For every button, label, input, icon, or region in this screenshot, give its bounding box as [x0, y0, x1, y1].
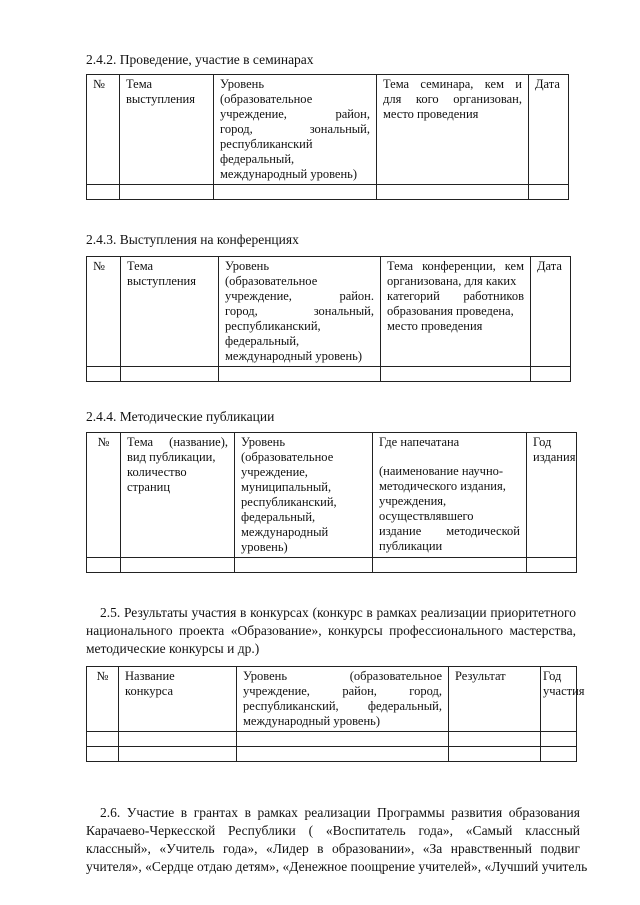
col-level: Уровень (образовательное учреждение, район, город, республиканский, федеральный, международный уровень): [237, 667, 449, 732]
publications-table: [86, 432, 577, 573]
section-2-5-text: 2.5. Результаты участия в конкурсах (конкурс в рамках реализации приоритетного национального проекта «Образование», конкурсы профессионального мастерства, методические конкурсы и др.): [86, 605, 576, 656]
seminars-table: [86, 74, 569, 200]
col-seminar-theme: Тема семинара, кем и для кого организован, место проведения: [377, 75, 529, 185]
col-year: Год участия: [541, 667, 577, 732]
table-row: [87, 367, 571, 382]
contests-table: [86, 666, 585, 762]
col-number: №: [87, 433, 121, 558]
col-level: Уровень (образовательное учреждение, район. город, зональный, республиканский, федеральный, международный уровень): [219, 257, 381, 367]
col-result: Результат: [449, 667, 541, 732]
table-header-row: [87, 75, 569, 185]
table-row: [87, 558, 577, 573]
col-year: Год издания: [527, 433, 577, 558]
col-conference-theme: Тема конференции, кем организована, для каких категорий работников образования проведена, место проведения: [381, 257, 531, 367]
col-number: №: [87, 75, 120, 185]
table-row: [87, 747, 577, 762]
col-level: Уровень (образовательное учреждение, район, город, зональный, республиканский федеральный, международный уровень): [214, 75, 377, 185]
col-date: Дата: [531, 257, 571, 367]
col-contest-name: Название конкурса: [119, 667, 237, 732]
table-header-row: [87, 433, 577, 558]
section-2-4-2-heading: 2.4.2. Проведение, участие в семинарах: [86, 52, 314, 67]
col-published-where: Где напечатана (наименование научно- методического издания, учреждения, осуществлявшего издание методической публикации: [373, 433, 527, 558]
conferences-table: [86, 256, 571, 382]
col-topic: Тема выступления: [120, 75, 214, 185]
col-publication-title: Тема (название), вид публикации, количество страниц: [121, 433, 235, 558]
section-2-4-4-heading: 2.4.4. Методические публикации: [86, 409, 275, 424]
table-header-row: [87, 257, 571, 367]
section-2-6-text: 2.6. Участие в грантах в рамках реализации Программы развития образования Карачаево-Черкесской Республики ( «Воспитатель года», «Самый классный классный», «Учитель года», «Лидер в образовании», «За нравственный подвиг учителя», «Сердце отдаю детям», «Денежное поощрение учителей», «Лучший учитель: [86, 805, 588, 874]
table-row: [87, 732, 577, 747]
col-date: Дата: [529, 75, 569, 185]
col-number: №: [87, 667, 119, 732]
section-2-4-3-heading: 2.4.3. Выступления на конференциях: [86, 232, 299, 247]
table-header-row: [87, 667, 577, 732]
table-row: [87, 185, 569, 200]
col-number: №: [87, 257, 121, 367]
col-level: Уровень (образовательное учреждение, муниципальный, республиканский, федеральный, международный уровень): [235, 433, 373, 558]
col-topic: Тема выступления: [121, 257, 219, 367]
